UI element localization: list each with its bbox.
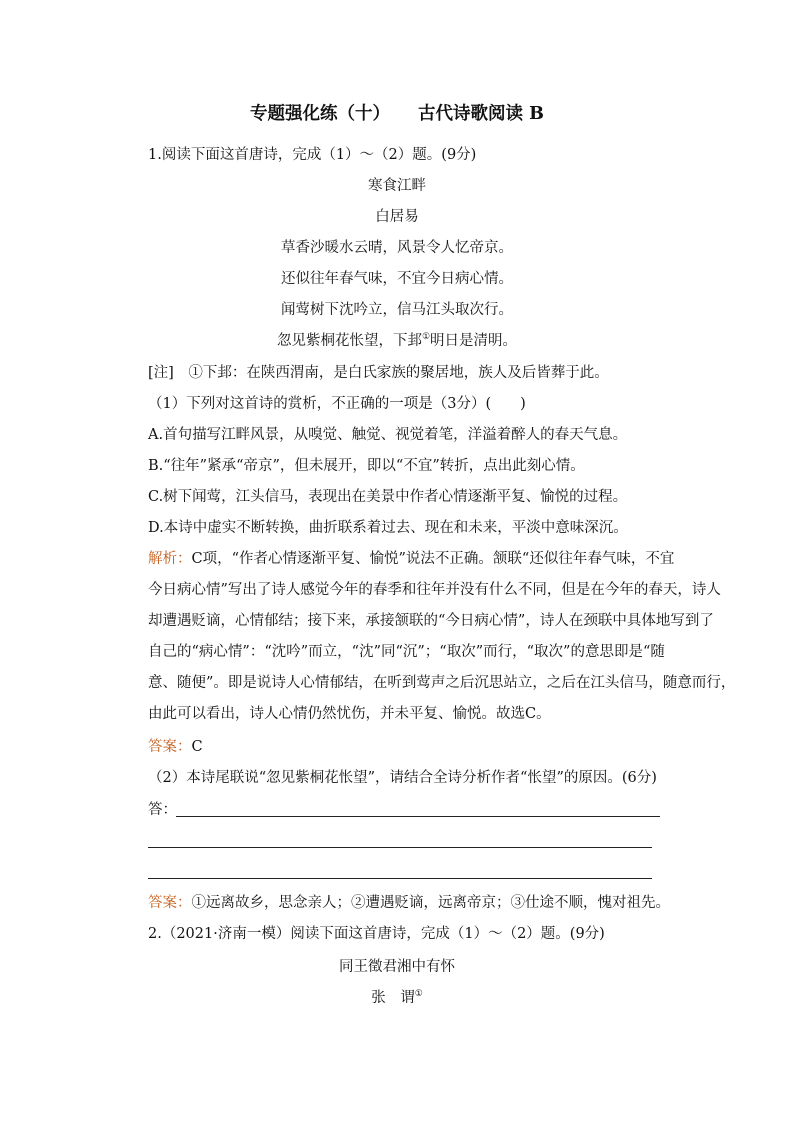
footnote-mark: ① (421, 332, 431, 343)
poem-1-title: 寒食江畔 (368, 178, 426, 194)
poem-2-title: 同王徵君湘中有怀 (339, 959, 455, 975)
option-c: C.树下闻莺，江头信马，表现出在美景中作者心情逐渐平复、愉悦的过程。 (148, 489, 628, 505)
question-1-intro: 1.阅读下面这首唐诗，完成（1）～（2）题。(9分) (148, 147, 477, 163)
analysis-line-1: 解析：C项，“作者心情逐渐平复、愉悦”说法不正确。颔联“还似往年春气味，不宜 (148, 551, 675, 567)
option-d: D.本诗中虚实不断转换，曲折联系着过去、现在和未来，平淡中意味深沉。 (148, 520, 628, 536)
answer-prompt: 答： (148, 802, 177, 818)
poem-1-line-3: 闻莺树下沈吟立，信马江头取次行。 (281, 302, 513, 318)
answer-blank-line-2[interactable] (148, 847, 652, 848)
poem-1-line-4: 忽见紫桐花怅望，下邽①明日是清明。 (276, 332, 518, 349)
analysis-label: 解析： (148, 551, 192, 567)
answer-blank-line-3[interactable] (148, 878, 652, 879)
analysis-line-4: 自己的“病心情”：“沈吟”而立，“沈”同“沉”；“取次”而行，“取次”的意思即是“随 (148, 644, 665, 660)
option-a: A.首句描写江畔风景，从嗅觉、触觉、视觉着笔，洋溢着醉人的春天气息。 (148, 427, 628, 443)
analysis-line-6: 由此可以看出，诗人心情仍然忧伤，并未平复、愉悦。故选C。 (148, 706, 551, 722)
option-b: B.“往年”紧承“帝京”，但未展开，即以“不宜”转折，点出此刻心情。 (148, 458, 585, 474)
sub-question-1-stem: （1）下列对这首诗的赏析，不正确的一项是（3分）( ) (148, 396, 526, 412)
answer-blank-line-1[interactable] (176, 816, 660, 817)
poem-1-line-1: 草香沙暖水云晴，风景令人忆帝京。 (281, 240, 513, 256)
poem-1-line-2: 还似往年春气味，不宜今日病心情。 (281, 271, 513, 287)
answer-2: 答案：①远离故乡，思念亲人；②遭遇贬谪，远离帝京；③仕途不顺，愧对祖先。 (148, 895, 670, 911)
analysis-line-3: 却遭遇贬谪，心情郁结；接下来，承接颔联的“今日病心情”，诗人在颈联中具体地写到了 (148, 613, 714, 629)
answer-label: 答案： (148, 895, 192, 911)
poem-2-author: 张 谓① (371, 989, 423, 1006)
analysis-line-5: 意、随便”。即是说诗人心情郁结，在听到莺声之后沉思站立，之后在江头信马，随意而行， (148, 675, 736, 691)
answer-1: 答案：C (148, 739, 203, 755)
question-2-intro: 2.（2021·济南一模）阅读下面这首唐诗，完成（1）～（2）题。(9分) (148, 926, 605, 942)
footnote-mark: ① (414, 989, 423, 1000)
page-title: 专题强化练（十） 古代诗歌阅读 B (250, 104, 544, 124)
answer-label: 答案： (148, 739, 192, 755)
sub-question-2-stem: （2）本诗尾联说“忽见紫桐花怅望”，请结合全诗分析作者“怅望”的原因。(6分) (148, 770, 657, 786)
analysis-line-2: 今日病心情”写出了诗人感觉今年的春季和往年并没有什么不同，但是在今年的春天，诗人 (148, 582, 721, 598)
poem-1-note: [注] ①下邽：在陕西渭南，是白氏家族的聚居地，族人及后皆葬于此。 (148, 365, 609, 381)
poem-1-author: 白居易 (375, 209, 419, 225)
